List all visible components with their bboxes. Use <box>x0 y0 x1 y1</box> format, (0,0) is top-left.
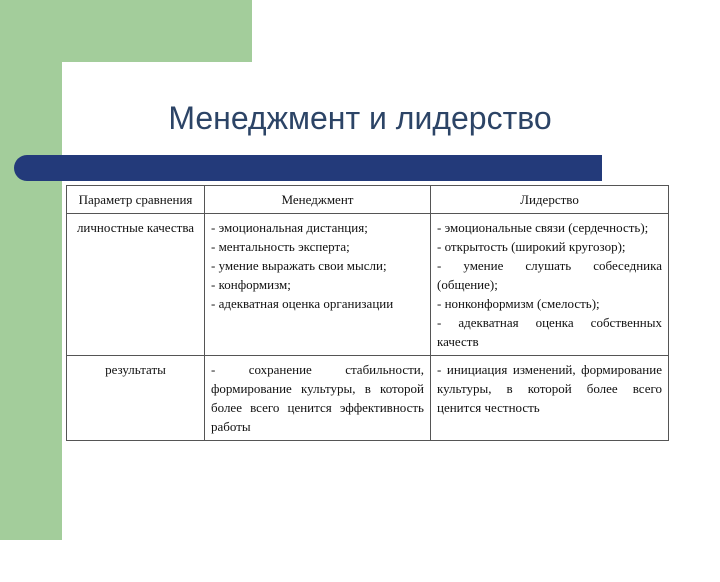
list-item: - конформизм; <box>211 277 291 292</box>
list-item: - открытость (широкий кругозор); <box>437 239 626 254</box>
comparison-table <box>66 185 669 441</box>
row-parameter: результаты <box>67 356 205 441</box>
row-leadership-cell <box>431 356 669 441</box>
list-item: - умение слушать собеседника (общение); <box>437 258 662 292</box>
list-item: - умение выражать свои мысли; <box>211 258 387 273</box>
table-row <box>67 356 669 441</box>
header-parameter: Параметр сравнения <box>67 186 205 214</box>
header-management: Менеджмент <box>205 186 431 214</box>
list-item: - эмоциональная дистанция; <box>211 220 368 235</box>
list-item: - ментальность эксперта; <box>211 239 350 254</box>
list-item: - эмоциональные связи (сердечность); <box>437 220 649 235</box>
row-management-cell <box>205 214 431 356</box>
row-leadership-cell <box>431 214 669 356</box>
slide-title: Менеджмент и лидерство <box>168 100 552 136</box>
title-underline-bar <box>14 155 602 181</box>
list-item: - нонконформизм (смелость); <box>437 296 600 311</box>
table-header-row <box>67 186 669 214</box>
row-parameter: личностные качества <box>67 214 205 356</box>
list-item: - инициация изменений, формирование культуры, в которой более всего ценится честность <box>437 362 662 415</box>
header-leadership: Лидерство <box>431 186 669 214</box>
row-management-cell <box>205 356 431 441</box>
list-item: - адекватная оценка собственных качеств <box>437 315 662 349</box>
table-row <box>67 214 669 356</box>
green-left-band <box>0 0 62 540</box>
list-item: - адекватная оценка организации <box>211 296 394 311</box>
list-item: - сохранение стабильности, формирование культуры, в которой более всего ценится эффективность работы <box>211 362 424 434</box>
